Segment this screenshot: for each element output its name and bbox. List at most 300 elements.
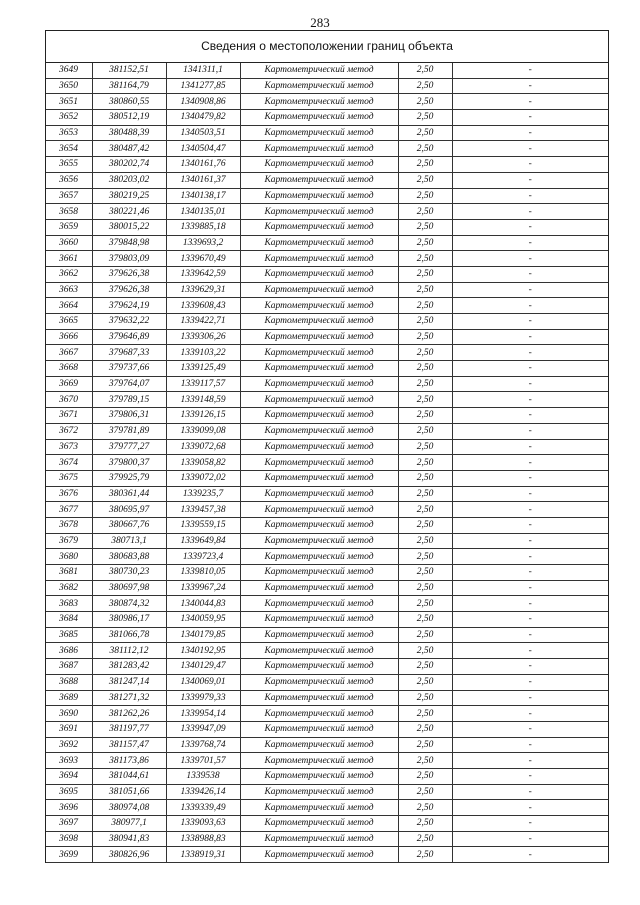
table-row — [46, 172, 608, 188]
method-cell: Картометрический метод — [240, 298, 398, 314]
point-number-cell: 3663 — [46, 282, 92, 298]
x-coordinate-cell: 379777,27 — [92, 439, 166, 455]
x-coordinate-cell: 380695,97 — [92, 502, 166, 518]
y-coordinate-cell: 1339947,09 — [166, 721, 240, 737]
method-cell: Картометрический метод — [240, 549, 398, 565]
method-cell: Картометрический метод — [240, 157, 398, 173]
method-cell: Картометрический метод — [240, 266, 398, 282]
method-cell: Картометрический метод — [240, 470, 398, 486]
y-coordinate-cell: 1339810,05 — [166, 565, 240, 581]
method-cell: Картометрический метод — [240, 235, 398, 251]
method-cell: Картометрический метод — [240, 721, 398, 737]
table-row — [46, 251, 608, 267]
method-cell: Картометрический метод — [240, 78, 398, 94]
description-cell: - — [452, 172, 608, 188]
y-coordinate-cell: 1339954,14 — [166, 706, 240, 722]
method-cell: Картометрический метод — [240, 423, 398, 439]
y-coordinate-cell: 1339103,22 — [166, 345, 240, 361]
accuracy-cell: 2,50 — [398, 549, 452, 565]
description-cell: - — [452, 706, 608, 722]
point-number-cell: 3696 — [46, 800, 92, 816]
point-number-cell: 3666 — [46, 329, 92, 345]
table-row — [46, 596, 608, 612]
method-cell: Картометрический метод — [240, 580, 398, 596]
x-coordinate-cell: 380941,83 — [92, 831, 166, 847]
table-row — [46, 282, 608, 298]
x-coordinate-cell: 380683,88 — [92, 549, 166, 565]
accuracy-cell: 2,50 — [398, 816, 452, 832]
x-coordinate-cell: 379800,37 — [92, 455, 166, 471]
x-coordinate-cell: 380512,19 — [92, 110, 166, 126]
coordinates-table — [46, 63, 608, 863]
y-coordinate-cell: 1340179,85 — [166, 627, 240, 643]
point-number-cell: 3678 — [46, 517, 92, 533]
table-row — [46, 408, 608, 424]
x-coordinate-cell: 381262,26 — [92, 706, 166, 722]
table-row — [46, 768, 608, 784]
y-coordinate-cell: 1339422,71 — [166, 314, 240, 330]
point-number-cell: 3683 — [46, 596, 92, 612]
y-coordinate-cell: 1339538 — [166, 768, 240, 784]
point-number-cell: 3654 — [46, 141, 92, 157]
description-cell: - — [452, 549, 608, 565]
accuracy-cell: 2,50 — [398, 361, 452, 377]
boundary-table-frame — [45, 30, 609, 863]
x-coordinate-cell: 381247,14 — [92, 674, 166, 690]
method-cell: Картометрический метод — [240, 502, 398, 518]
point-number-cell: 3682 — [46, 580, 92, 596]
description-cell: - — [452, 157, 608, 173]
x-coordinate-cell: 380697,98 — [92, 580, 166, 596]
accuracy-cell: 2,50 — [398, 706, 452, 722]
y-coordinate-cell: 1339723,4 — [166, 549, 240, 565]
y-coordinate-cell: 1340161,76 — [166, 157, 240, 173]
description-cell: - — [452, 627, 608, 643]
description-cell: - — [452, 690, 608, 706]
table-row — [46, 674, 608, 690]
table-row — [46, 110, 608, 126]
y-coordinate-cell: 1339117,57 — [166, 376, 240, 392]
method-cell: Картометрический метод — [240, 486, 398, 502]
accuracy-cell: 2,50 — [398, 314, 452, 330]
x-coordinate-cell: 380986,17 — [92, 612, 166, 628]
table-row — [46, 659, 608, 675]
point-number-cell: 3650 — [46, 78, 92, 94]
point-number-cell: 3690 — [46, 706, 92, 722]
description-cell: - — [452, 110, 608, 126]
x-coordinate-cell: 379624,19 — [92, 298, 166, 314]
table-row — [46, 816, 608, 832]
point-number-cell: 3668 — [46, 361, 92, 377]
point-number-cell: 3649 — [46, 63, 92, 78]
table-row — [46, 235, 608, 251]
y-coordinate-cell: 1339457,38 — [166, 502, 240, 518]
accuracy-cell: 2,50 — [398, 188, 452, 204]
y-coordinate-cell: 1340504,47 — [166, 141, 240, 157]
table-row — [46, 314, 608, 330]
x-coordinate-cell: 381164,79 — [92, 78, 166, 94]
y-coordinate-cell: 1339629,31 — [166, 282, 240, 298]
x-coordinate-cell: 380221,46 — [92, 204, 166, 220]
method-cell: Картометрический метод — [240, 565, 398, 581]
method-cell: Картометрический метод — [240, 784, 398, 800]
table-row — [46, 533, 608, 549]
point-number-cell: 3652 — [46, 110, 92, 126]
method-cell: Картометрический метод — [240, 172, 398, 188]
x-coordinate-cell: 380977,1 — [92, 816, 166, 832]
description-cell: - — [452, 282, 608, 298]
accuracy-cell: 2,50 — [398, 565, 452, 581]
point-number-cell: 3673 — [46, 439, 92, 455]
table-row — [46, 847, 608, 863]
point-number-cell: 3658 — [46, 204, 92, 220]
x-coordinate-cell: 379925,79 — [92, 470, 166, 486]
method-cell: Картометрический метод — [240, 188, 398, 204]
y-coordinate-cell: 1340069,01 — [166, 674, 240, 690]
description-cell: - — [452, 831, 608, 847]
table-row — [46, 266, 608, 282]
accuracy-cell: 2,50 — [398, 125, 452, 141]
method-cell: Картометрический метод — [240, 125, 398, 141]
table-row — [46, 157, 608, 173]
y-coordinate-cell: 1339126,15 — [166, 408, 240, 424]
method-cell: Картометрический метод — [240, 659, 398, 675]
description-cell: - — [452, 94, 608, 110]
description-cell: - — [452, 580, 608, 596]
method-cell: Картометрический метод — [240, 141, 398, 157]
description-cell: - — [452, 439, 608, 455]
description-cell: - — [452, 423, 608, 439]
y-coordinate-cell: 1339426,14 — [166, 784, 240, 800]
method-cell: Картометрический метод — [240, 706, 398, 722]
y-coordinate-cell: 1339768,74 — [166, 737, 240, 753]
description-cell: - — [452, 204, 608, 220]
accuracy-cell: 2,50 — [398, 847, 452, 863]
accuracy-cell: 2,50 — [398, 596, 452, 612]
point-number-cell: 3676 — [46, 486, 92, 502]
method-cell: Картометрический метод — [240, 455, 398, 471]
accuracy-cell: 2,50 — [398, 329, 452, 345]
x-coordinate-cell: 380361,44 — [92, 486, 166, 502]
method-cell: Картометрический метод — [240, 737, 398, 753]
x-coordinate-cell: 379848,98 — [92, 235, 166, 251]
y-coordinate-cell: 1339306,26 — [166, 329, 240, 345]
point-number-cell: 3697 — [46, 816, 92, 832]
accuracy-cell: 2,50 — [398, 439, 452, 455]
x-coordinate-cell: 381283,42 — [92, 659, 166, 675]
description-cell: - — [452, 78, 608, 94]
accuracy-cell: 2,50 — [398, 63, 452, 78]
accuracy-cell: 2,50 — [398, 266, 452, 282]
table-row — [46, 141, 608, 157]
table-row — [46, 502, 608, 518]
table-row — [46, 204, 608, 220]
table-row — [46, 737, 608, 753]
point-number-cell: 3681 — [46, 565, 92, 581]
point-number-cell: 3688 — [46, 674, 92, 690]
method-cell: Картометрический метод — [240, 847, 398, 863]
y-coordinate-cell: 1339099,08 — [166, 423, 240, 439]
point-number-cell: 3655 — [46, 157, 92, 173]
method-cell: Картометрический метод — [240, 361, 398, 377]
accuracy-cell: 2,50 — [398, 502, 452, 518]
description-cell: - — [452, 596, 608, 612]
table-row — [46, 219, 608, 235]
y-coordinate-cell: 1341311,1 — [166, 63, 240, 78]
point-number-cell: 3665 — [46, 314, 92, 330]
table-row — [46, 439, 608, 455]
method-cell: Картометрический метод — [240, 800, 398, 816]
description-cell: - — [452, 674, 608, 690]
accuracy-cell: 2,50 — [398, 659, 452, 675]
method-cell: Картометрический метод — [240, 392, 398, 408]
accuracy-cell: 2,50 — [398, 800, 452, 816]
accuracy-cell: 2,50 — [398, 141, 452, 157]
y-coordinate-cell: 1339125,49 — [166, 361, 240, 377]
description-cell: - — [452, 251, 608, 267]
description-cell: - — [452, 188, 608, 204]
description-cell: - — [452, 737, 608, 753]
method-cell: Картометрический метод — [240, 219, 398, 235]
table-row — [46, 486, 608, 502]
accuracy-cell: 2,50 — [398, 690, 452, 706]
x-coordinate-cell: 380730,23 — [92, 565, 166, 581]
point-number-cell: 3685 — [46, 627, 92, 643]
accuracy-cell: 2,50 — [398, 674, 452, 690]
x-coordinate-cell: 381271,32 — [92, 690, 166, 706]
x-coordinate-cell: 380713,1 — [92, 533, 166, 549]
accuracy-cell: 2,50 — [398, 251, 452, 267]
point-number-cell: 3691 — [46, 721, 92, 737]
method-cell: Картометрический метод — [240, 768, 398, 784]
x-coordinate-cell: 380860,55 — [92, 94, 166, 110]
y-coordinate-cell: 1339072,02 — [166, 470, 240, 486]
x-coordinate-cell: 379737,66 — [92, 361, 166, 377]
y-coordinate-cell: 1338988,83 — [166, 831, 240, 847]
table-row — [46, 470, 608, 486]
description-cell: - — [452, 816, 608, 832]
point-number-cell: 3699 — [46, 847, 92, 863]
description-cell: - — [452, 800, 608, 816]
x-coordinate-cell: 380487,42 — [92, 141, 166, 157]
accuracy-cell: 2,50 — [398, 392, 452, 408]
table-row — [46, 831, 608, 847]
table-row — [46, 706, 608, 722]
table-row — [46, 94, 608, 110]
coordinates-table-body — [46, 63, 608, 863]
y-coordinate-cell: 1339072,68 — [166, 439, 240, 455]
table-row — [46, 549, 608, 565]
point-number-cell: 3661 — [46, 251, 92, 267]
description-cell: - — [452, 141, 608, 157]
description-cell: - — [452, 502, 608, 518]
accuracy-cell: 2,50 — [398, 78, 452, 94]
method-cell: Картометрический метод — [240, 596, 398, 612]
table-row — [46, 753, 608, 769]
table-row — [46, 345, 608, 361]
x-coordinate-cell: 380874,32 — [92, 596, 166, 612]
point-number-cell: 3695 — [46, 784, 92, 800]
accuracy-cell: 2,50 — [398, 157, 452, 173]
y-coordinate-cell: 1339148,59 — [166, 392, 240, 408]
method-cell: Картометрический метод — [240, 63, 398, 78]
accuracy-cell: 2,50 — [398, 470, 452, 486]
point-number-cell: 3651 — [46, 94, 92, 110]
point-number-cell: 3662 — [46, 266, 92, 282]
page-number: 283 — [310, 15, 330, 30]
point-number-cell: 3664 — [46, 298, 92, 314]
y-coordinate-cell: 1339649,84 — [166, 533, 240, 549]
description-cell: - — [452, 329, 608, 345]
accuracy-cell: 2,50 — [398, 753, 452, 769]
accuracy-cell: 2,50 — [398, 612, 452, 628]
method-cell: Картометрический метод — [240, 690, 398, 706]
accuracy-cell: 2,50 — [398, 486, 452, 502]
description-cell: - — [452, 768, 608, 784]
method-cell: Картометрический метод — [240, 517, 398, 533]
method-cell: Картометрический метод — [240, 674, 398, 690]
accuracy-cell: 2,50 — [398, 376, 452, 392]
description-cell: - — [452, 533, 608, 549]
x-coordinate-cell: 380202,74 — [92, 157, 166, 173]
accuracy-cell: 2,50 — [398, 235, 452, 251]
method-cell: Картометрический метод — [240, 314, 398, 330]
y-coordinate-cell: 1340135,01 — [166, 204, 240, 220]
point-number-cell: 3671 — [46, 408, 92, 424]
accuracy-cell: 2,50 — [398, 627, 452, 643]
point-number-cell: 3667 — [46, 345, 92, 361]
description-cell: - — [452, 517, 608, 533]
accuracy-cell: 2,50 — [398, 737, 452, 753]
accuracy-cell: 2,50 — [398, 423, 452, 439]
y-coordinate-cell: 1340192,95 — [166, 643, 240, 659]
x-coordinate-cell: 381066,78 — [92, 627, 166, 643]
x-coordinate-cell: 381173,86 — [92, 753, 166, 769]
x-coordinate-cell: 380015,22 — [92, 219, 166, 235]
description-cell: - — [452, 219, 608, 235]
accuracy-cell: 2,50 — [398, 94, 452, 110]
y-coordinate-cell: 1339670,49 — [166, 251, 240, 267]
method-cell: Картометрический метод — [240, 282, 398, 298]
y-coordinate-cell: 1340479,82 — [166, 110, 240, 126]
description-cell: - — [452, 392, 608, 408]
accuracy-cell: 2,50 — [398, 455, 452, 471]
x-coordinate-cell: 379646,89 — [92, 329, 166, 345]
description-cell: - — [452, 408, 608, 424]
y-coordinate-cell: 1339608,43 — [166, 298, 240, 314]
description-cell: - — [452, 298, 608, 314]
accuracy-cell: 2,50 — [398, 768, 452, 784]
accuracy-cell: 2,50 — [398, 721, 452, 737]
y-coordinate-cell: 1341277,85 — [166, 78, 240, 94]
point-number-cell: 3698 — [46, 831, 92, 847]
table-row — [46, 580, 608, 596]
table-row — [46, 565, 608, 581]
description-cell: - — [452, 847, 608, 863]
description-cell: - — [452, 63, 608, 78]
y-coordinate-cell: 1339885,18 — [166, 219, 240, 235]
y-coordinate-cell: 1340161,37 — [166, 172, 240, 188]
description-cell: - — [452, 125, 608, 141]
table-row — [46, 643, 608, 659]
y-coordinate-cell: 1339093,63 — [166, 816, 240, 832]
y-coordinate-cell: 1340908,86 — [166, 94, 240, 110]
point-number-cell: 3659 — [46, 219, 92, 235]
description-cell: - — [452, 470, 608, 486]
accuracy-cell: 2,50 — [398, 517, 452, 533]
table-title: Сведения о местоположении границ объекта — [46, 31, 608, 63]
description-cell: - — [452, 235, 608, 251]
description-cell: - — [452, 784, 608, 800]
description-cell: - — [452, 314, 608, 330]
y-coordinate-cell: 1339559,15 — [166, 517, 240, 533]
method-cell: Картометрический метод — [240, 94, 398, 110]
y-coordinate-cell: 1340044,83 — [166, 596, 240, 612]
point-number-cell: 3656 — [46, 172, 92, 188]
method-cell: Картометрический метод — [240, 533, 398, 549]
point-number-cell: 3675 — [46, 470, 92, 486]
table-row — [46, 298, 608, 314]
accuracy-cell: 2,50 — [398, 298, 452, 314]
method-cell: Картометрический метод — [240, 643, 398, 659]
table-row — [46, 690, 608, 706]
description-cell: - — [452, 455, 608, 471]
point-number-cell: 3660 — [46, 235, 92, 251]
description-cell: - — [452, 376, 608, 392]
y-coordinate-cell: 1339235,7 — [166, 486, 240, 502]
x-coordinate-cell: 380826,96 — [92, 847, 166, 863]
method-cell: Картометрический метод — [240, 753, 398, 769]
point-number-cell: 3653 — [46, 125, 92, 141]
x-coordinate-cell: 380488,39 — [92, 125, 166, 141]
method-cell: Картометрический метод — [240, 110, 398, 126]
method-cell: Картометрический метод — [240, 627, 398, 643]
method-cell: Картометрический метод — [240, 439, 398, 455]
point-number-cell: 3693 — [46, 753, 92, 769]
point-number-cell: 3687 — [46, 659, 92, 675]
x-coordinate-cell: 379789,15 — [92, 392, 166, 408]
x-coordinate-cell: 379626,38 — [92, 282, 166, 298]
point-number-cell: 3684 — [46, 612, 92, 628]
x-coordinate-cell: 381152,51 — [92, 63, 166, 78]
description-cell: - — [452, 612, 608, 628]
point-number-cell: 3672 — [46, 423, 92, 439]
table-row — [46, 78, 608, 94]
y-coordinate-cell: 1339967,24 — [166, 580, 240, 596]
point-number-cell: 3680 — [46, 549, 92, 565]
table-row — [46, 800, 608, 816]
accuracy-cell: 2,50 — [398, 580, 452, 596]
point-number-cell: 3670 — [46, 392, 92, 408]
description-cell: - — [452, 659, 608, 675]
table-row — [46, 361, 608, 377]
table-row — [46, 392, 608, 408]
method-cell: Картометрический метод — [240, 329, 398, 345]
method-cell: Картометрический метод — [240, 816, 398, 832]
method-cell: Картометрический метод — [240, 831, 398, 847]
table-row — [46, 455, 608, 471]
point-number-cell: 3689 — [46, 690, 92, 706]
accuracy-cell: 2,50 — [398, 408, 452, 424]
accuracy-cell: 2,50 — [398, 643, 452, 659]
table-row — [46, 329, 608, 345]
table-row — [46, 125, 608, 141]
x-coordinate-cell: 381051,66 — [92, 784, 166, 800]
x-coordinate-cell: 379626,38 — [92, 266, 166, 282]
table-row — [46, 63, 608, 78]
x-coordinate-cell: 379632,22 — [92, 314, 166, 330]
table-row — [46, 627, 608, 643]
